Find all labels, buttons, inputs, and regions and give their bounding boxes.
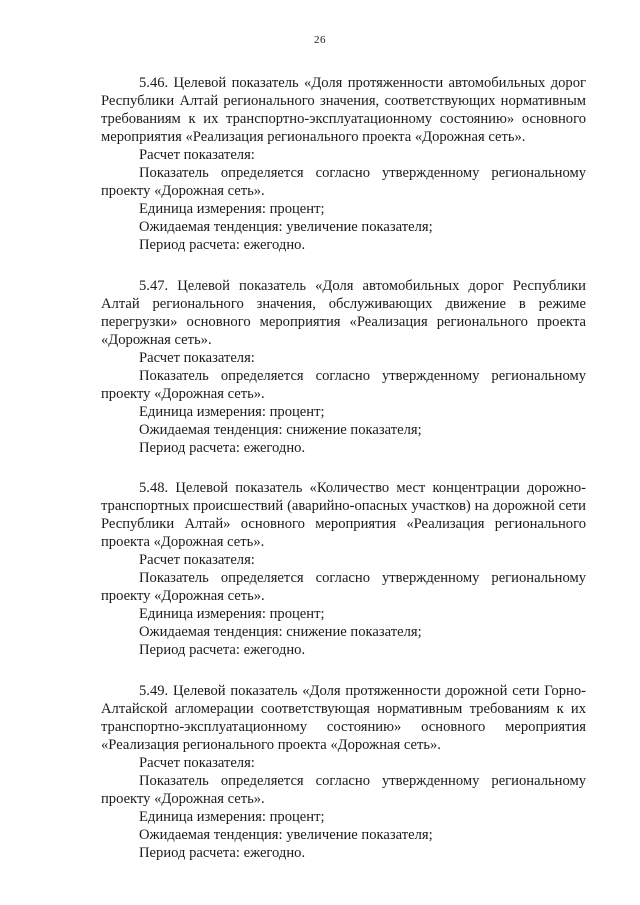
unit-text: Единица измерения: процент;	[139, 606, 325, 622]
period-text: Период расчета: ежегодно.	[139, 844, 306, 861]
unit-text: Единица измерения: процент;	[139, 201, 325, 217]
indicator-heading: 5.47. Целевой показатель «Доля автомобильных дорог Республики Алтай регионального значения, обслуживающих движение в режиме перегрузки» основного мероприятия «Реализация регионального проекта «Дорожная сеть».	[101, 277, 586, 348]
calc-label: Расчет показателя:	[139, 349, 255, 366]
trend-text: Ожидаемая тенденция: снижение показателя;	[139, 421, 422, 438]
indicator-section-5-48	[101, 479, 586, 659]
indicator-section-5-49	[101, 682, 586, 862]
calc-text: Показатель определяется согласно утвержденному региональному проекту «Дорожная сеть».	[101, 367, 586, 402]
unit-text: Единица измерения: процент;	[139, 403, 325, 420]
unit-text: Единица измерения: процент;	[139, 808, 325, 825]
indicator-section-5-46	[101, 74, 586, 254]
indicator-heading: 5.48. Целевой показатель «Количество мест концентрации дорожно-транспортных происшествий (аварийно-опасных участков) на дорожной сети Республики Алтай» основного мероприятия «Реализация регионального проекта «Дорожная сеть».	[101, 480, 586, 550]
calc-label: Расчет показателя:	[139, 147, 255, 163]
calc-text: Показатель определяется согласно утвержденному региональному проекту «Дорожная сеть».	[101, 772, 586, 807]
page-number: 26	[314, 34, 326, 46]
period-text: Период расчета: ежегодно.	[139, 237, 306, 253]
calc-text: Показатель определяется согласно утвержденному региональному проекту «Дорожная сеть».	[101, 570, 586, 604]
trend-text: Ожидаемая тенденция: снижение показателя;	[139, 624, 422, 640]
calc-text: Показатель определяется согласно утвержденному региональному проекту «Дорожная сеть».	[101, 165, 586, 199]
indicator-heading: 5.46. Целевой показатель «Доля протяженности автомобильных дорог Республики Алтай регионального значения, соответствующих нормативным требованиям к их транспортно-эксплуатационному состоянию» основного мероприятия «Реализация регионального проекта «Дорожная сеть».	[101, 75, 586, 145]
indicator-heading: 5.49. Целевой показатель «Доля протяженности дорожной сети Горно-Алтайской агломерации соответствующая нормативным требованиям к их транспортно-эксплуатационному состоянию» основного мероприятия «Реализация регионального проекта «Дорожная сеть».	[101, 682, 586, 753]
document-body	[101, 74, 586, 884]
calc-label: Расчет показателя:	[139, 552, 255, 568]
indicator-section-5-47	[101, 277, 586, 457]
trend-text: Ожидаемая тенденция: увеличение показателя;	[139, 826, 433, 843]
calc-label: Расчет показателя:	[139, 754, 255, 771]
period-text: Период расчета: ежегодно.	[139, 439, 306, 456]
trend-text: Ожидаемая тенденция: увеличение показателя;	[139, 219, 433, 235]
period-text: Период расчета: ежегодно.	[139, 642, 306, 658]
